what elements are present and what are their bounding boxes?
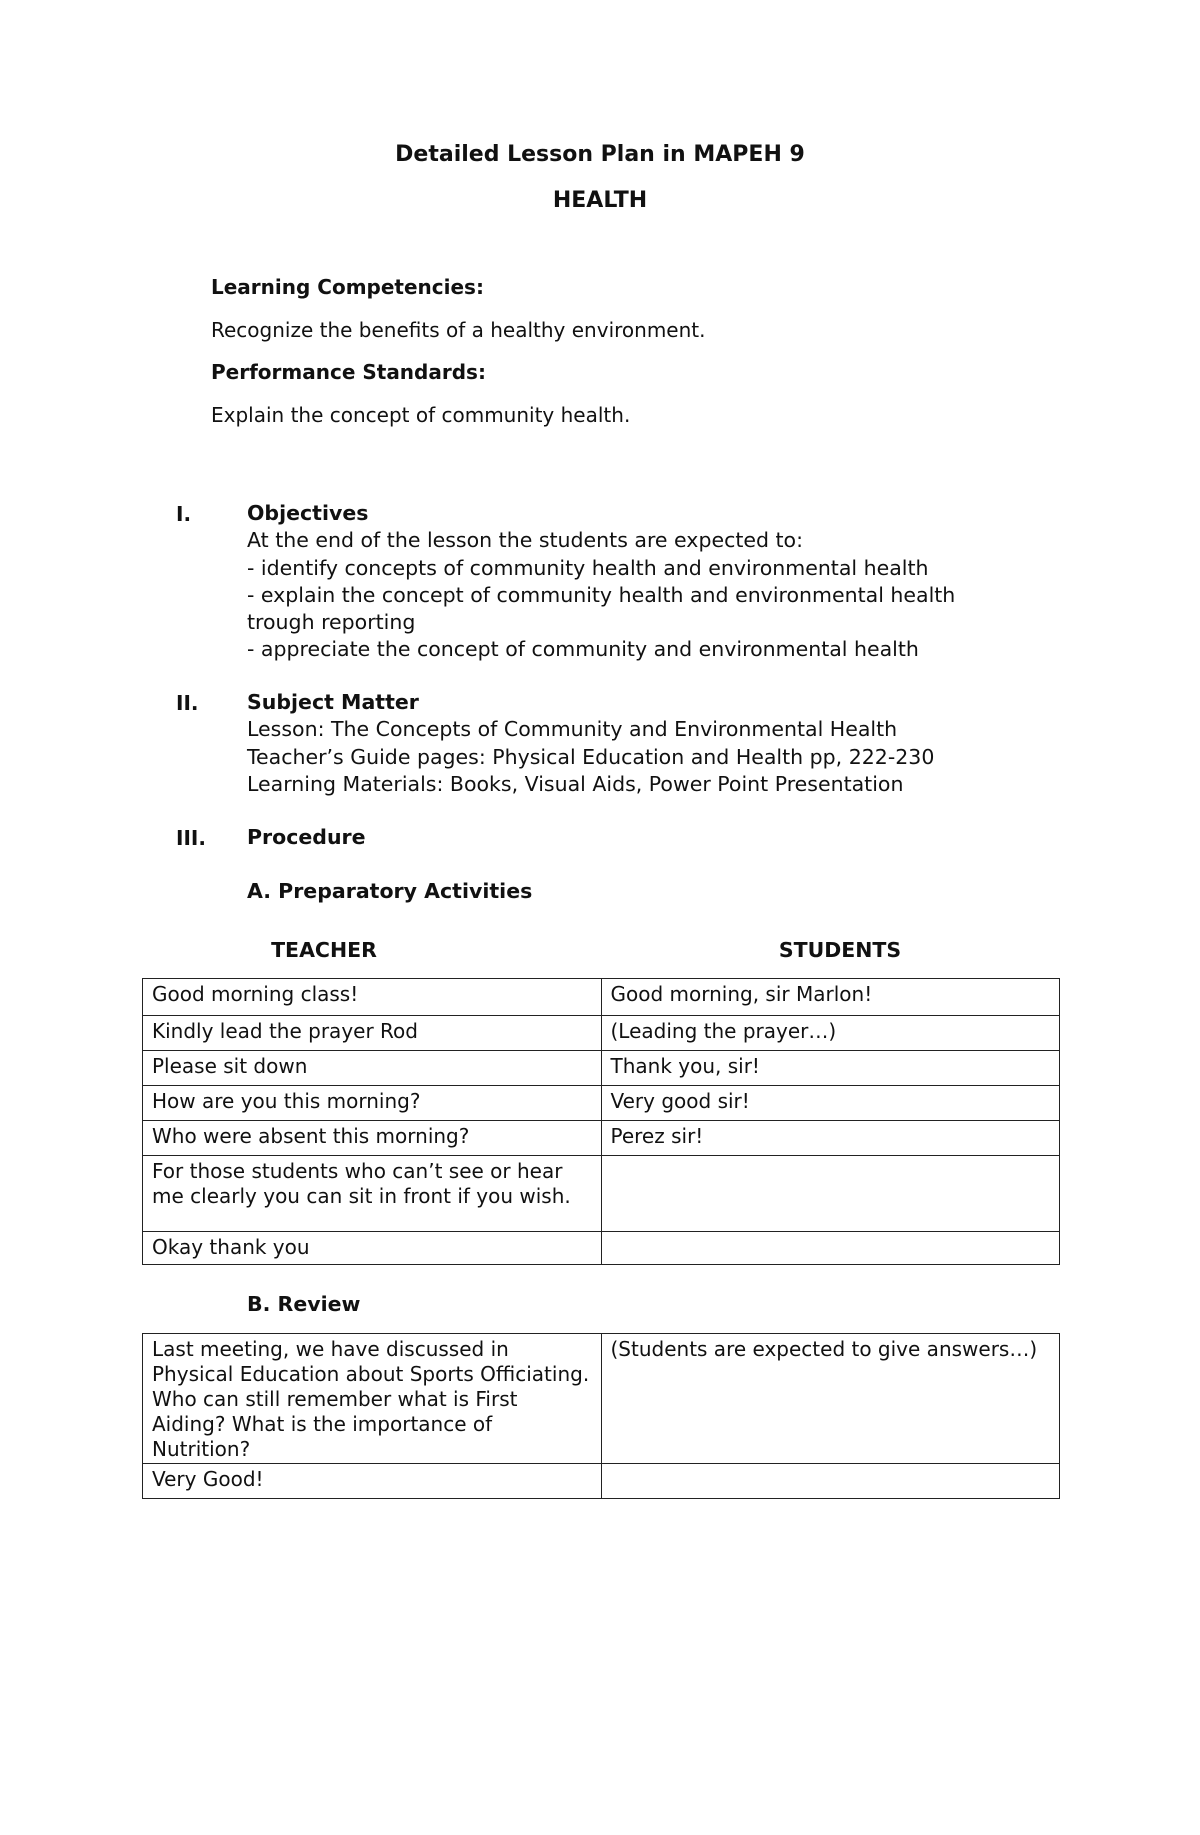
section-line: - identify concepts of community health and environmental health xyxy=(247,555,929,580)
table-row xyxy=(143,1121,1060,1156)
section-line: - appreciate the concept of community and environmental health xyxy=(247,637,919,662)
section-line: Learning Materials: Books, Visual Aids, Power Point Presentation xyxy=(247,771,904,796)
teacher-cell: How are you this morning? xyxy=(143,1086,602,1121)
table-row xyxy=(143,1086,1060,1121)
table-row xyxy=(143,1051,1060,1086)
table-row xyxy=(143,979,1060,1016)
section-number-procedure: III. xyxy=(176,826,206,850)
teacher-cell: Last meeting, we have discussed in Physical Education about Sports Officiating. Who can still remember what is First Aiding? What is the importance of Nutrition? xyxy=(143,1334,602,1464)
preparatory-table xyxy=(142,978,1060,1265)
section-objectives xyxy=(247,500,1027,664)
review-table xyxy=(142,1333,1060,1499)
competencies-text: Recognize the benefits of a healthy environment. xyxy=(211,318,706,342)
teacher-cell: For those students who can’t see or hear me clearly you can sit in front if you wish. xyxy=(143,1156,602,1232)
teacher-cell: Please sit down xyxy=(143,1051,602,1086)
standards-text: Explain the concept of community health. xyxy=(211,403,631,427)
competencies-label: Learning Competencies: xyxy=(211,275,484,299)
student-cell: Perez sir! xyxy=(601,1121,1060,1156)
section-number-subject-matter: II. xyxy=(176,691,199,715)
student-cell: Very good sir! xyxy=(601,1086,1060,1121)
student-cell: (Students are expected to give answers…) xyxy=(601,1334,1060,1464)
teacher-cell: Who were absent this morning? xyxy=(143,1121,602,1156)
student-cell: (Leading the prayer…) xyxy=(601,1016,1060,1051)
student-cell xyxy=(601,1156,1060,1232)
section-heading: Subject Matter xyxy=(247,690,419,714)
section-line: trough reporting xyxy=(247,610,416,635)
section-line: Teacher’s Guide pages: Physical Education and Health pp, 222-230 xyxy=(247,744,935,769)
student-cell: Thank you, sir! xyxy=(601,1051,1060,1086)
teacher-cell: Very Good! xyxy=(143,1464,602,1499)
student-cell: Good morning, sir Marlon! xyxy=(601,979,1060,1016)
section-procedure xyxy=(247,824,1027,851)
table-row xyxy=(143,1334,1060,1464)
teacher-column-header: TEACHER xyxy=(271,938,377,962)
table-row xyxy=(143,1156,1060,1232)
document-title: Detailed Lesson Plan in MAPEH 9 xyxy=(395,142,805,167)
section-heading: Procedure xyxy=(247,825,366,849)
section-number-objectives: I. xyxy=(176,502,192,526)
teacher-cell: Good morning class! xyxy=(143,979,602,1016)
review-heading: B. Review xyxy=(247,1292,361,1316)
table-row xyxy=(143,1464,1060,1499)
standards-label: Performance Standards: xyxy=(211,360,486,384)
section-line: At the end of the lesson the students are expected to: xyxy=(247,528,804,553)
students-column-header: STUDENTS xyxy=(778,938,902,962)
table-row xyxy=(143,1016,1060,1051)
section-subject-matter xyxy=(247,689,1027,798)
student-cell xyxy=(601,1232,1060,1265)
section-heading: Objectives xyxy=(247,501,369,525)
teacher-cell: Okay thank you xyxy=(143,1232,602,1265)
subject-title: HEALTH xyxy=(552,188,648,213)
section-line: Lesson: The Concepts of Community and Environmental Health xyxy=(247,717,898,742)
student-cell xyxy=(601,1464,1060,1499)
table-row xyxy=(143,1232,1060,1265)
preparatory-heading: A. Preparatory Activities xyxy=(247,879,533,903)
section-line: - explain the concept of community health and environmental health xyxy=(247,582,956,607)
teacher-cell: Kindly lead the prayer Rod xyxy=(143,1016,602,1051)
